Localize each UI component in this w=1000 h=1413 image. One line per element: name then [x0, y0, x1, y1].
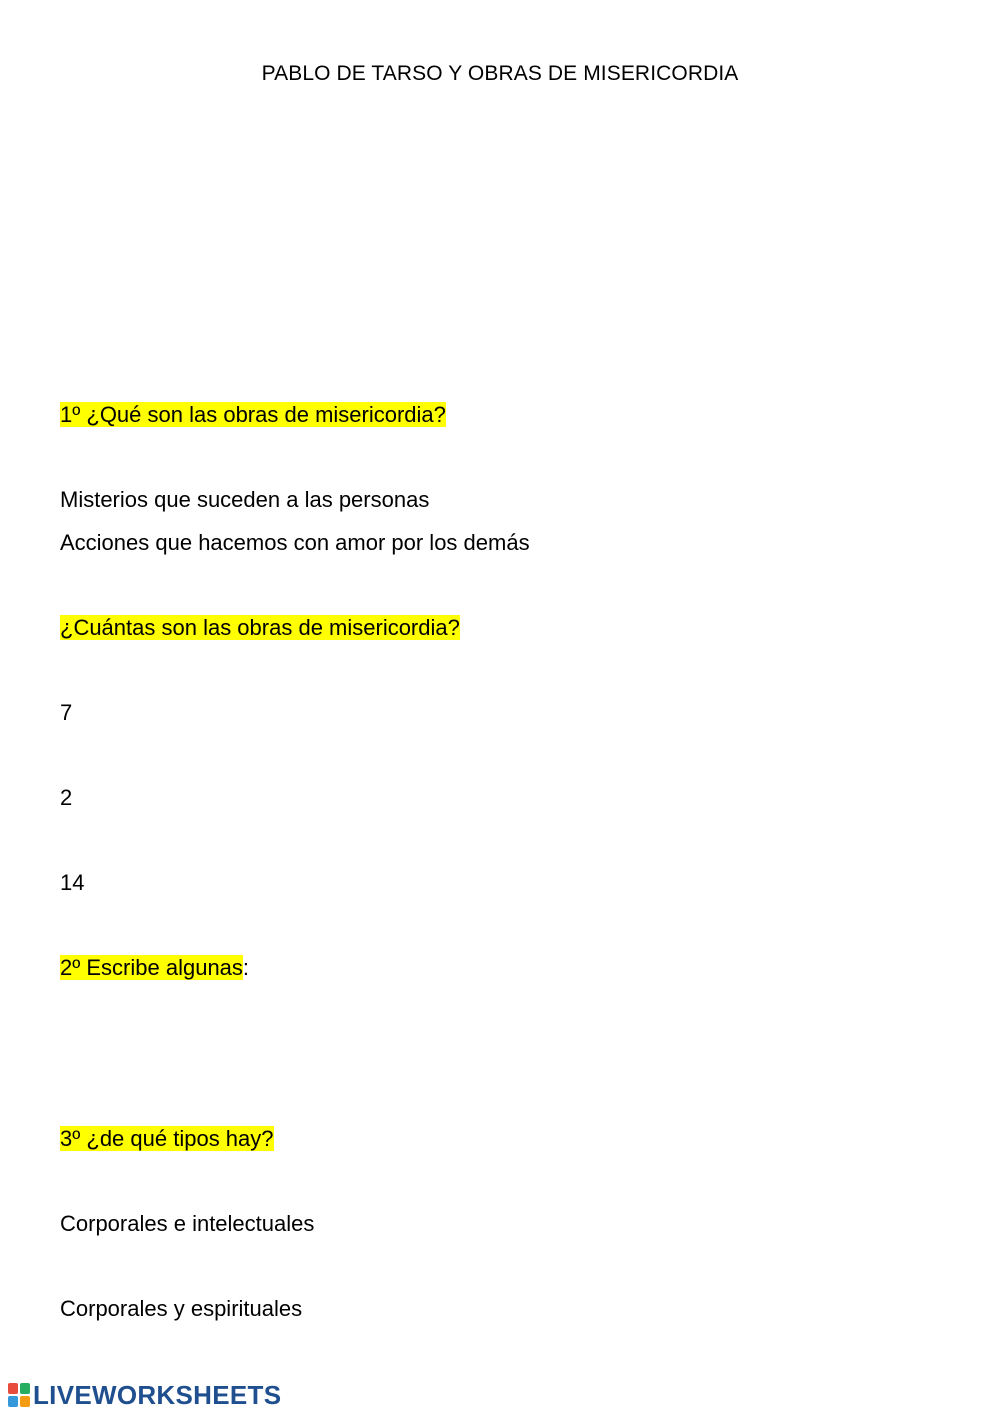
- question-1-text: 1º ¿Qué son las obras de misericordia?: [60, 402, 446, 427]
- logo-square-2: [20, 1383, 30, 1394]
- question-1: [60, 402, 446, 428]
- logo-text: LIVEWORKSHEETS: [33, 1380, 282, 1410]
- liveworksheets-logo: [8, 1381, 281, 1409]
- logo-icon: [8, 1383, 30, 1407]
- q1-option-2[interactable]: Acciones que hacemos con amor por los demás: [60, 530, 530, 555]
- question-1b: [60, 615, 460, 641]
- q1b-option-3[interactable]: 14: [60, 870, 85, 895]
- logo-square-4: [20, 1396, 30, 1407]
- question-2: [60, 955, 249, 981]
- page-title: PABLO DE TARSO Y OBRAS DE MISERICORDIA: [261, 62, 739, 85]
- q1-option-1[interactable]: Misterios que suceden a las personas: [60, 487, 430, 512]
- q1b-option-2[interactable]: 2: [60, 785, 73, 810]
- question-1b-text: ¿Cuántas son las obras de misericordia?: [60, 615, 460, 640]
- question-3-text: 3º ¿de qué tipos hay?: [60, 1126, 274, 1151]
- question-2-suffix: :: [242, 955, 250, 980]
- question-2-text: 2º Escribe algunas: [60, 955, 243, 980]
- q3-option-1[interactable]: Corporales e intelectuales: [60, 1211, 315, 1236]
- question-3: [60, 1126, 274, 1152]
- logo-square-1: [8, 1383, 18, 1394]
- q3-option-2[interactable]: Corporales y espirituales: [60, 1296, 303, 1321]
- logo-square-3: [8, 1396, 18, 1407]
- q1b-option-1[interactable]: 7: [60, 700, 73, 725]
